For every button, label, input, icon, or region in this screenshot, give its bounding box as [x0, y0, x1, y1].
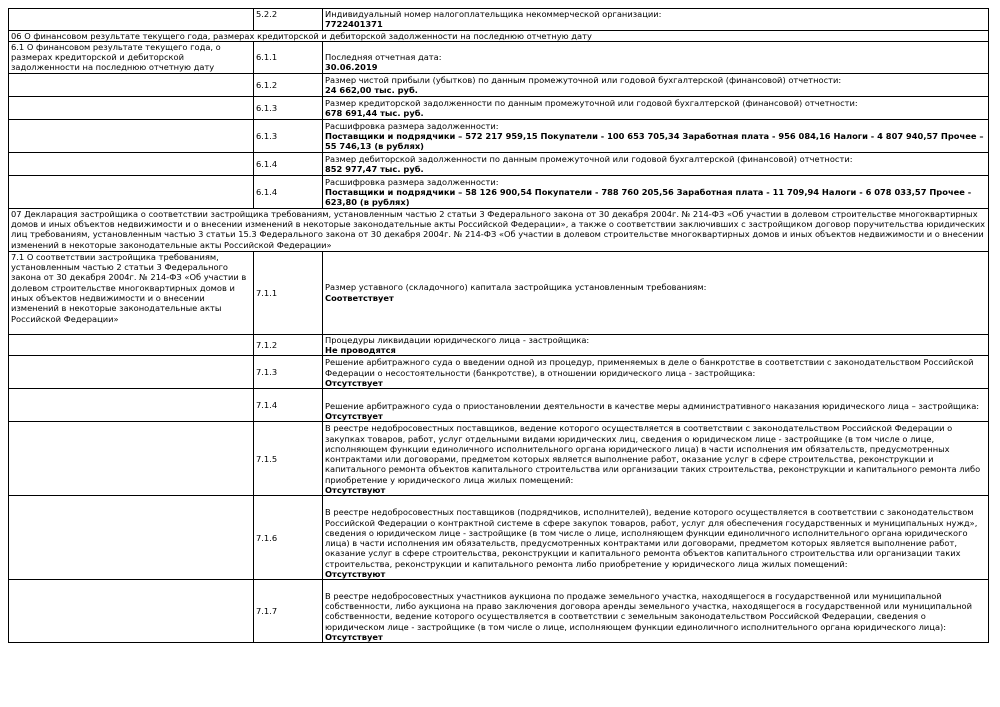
row-label: В реестре недобросовестных участников аукциона по продаже земельного участка, находящегося в государственной или муниципальной собственности, либо аукциона на право заключения договора аренды земельного участка, находящегося в государственной или муниципальной собственности, ведение которого осуществляется в соответствии с земельным законодательством Российской Федерации, сведения о юридическом лице - застройщике (в том числе о лице, исполняющем функции единоличного исполнительного органа юридического лица):: [325, 590, 972, 632]
row-label: Процедуры ликвидации юридического лица - застройщика:: [325, 334, 590, 345]
row-number: 7.1.1: [254, 251, 323, 334]
row-number: 7.1.4: [254, 389, 323, 422]
row-label: Индивидуальный номер налогоплательщика некоммерческой организации:: [325, 9, 662, 19]
row-number: 6.1.4: [254, 175, 323, 208]
section-07-title: 07 Декларация застройщика о соответствии застройщика требованиям, установленным частью 2 статьи 3 Федерального закона от 30 декабря 2004г. № 214-ФЗ «Об участии в долевом строительстве многоквартирных домов и иных объектов недвижимости и о внесении изменений в некоторые законодательные акты Российской Федерации», а также о соответствии заключивших с застройщиком договор поручительства юридических лиц требованиям, установленным частью 3 статьи 15.3 Федерального закона от 30 декабря 2004г. № 214-ФЗ «Об участии в долевом строительстве многоквартирных домов и иных объектов недвижимости и о внесении изменений в некоторые законодательные акты Российской Федерации»: [9, 208, 989, 251]
section-header: [9, 30, 989, 41]
row-value: Поставщики и подрядчики – 58 126 900,54 Покупатели - 788 760 205,56 Заработная плата - 11 709,94 Налоги - 6 078 033,57 Прочее - 623,80 (в рублях): [325, 187, 972, 208]
row-label: Размер уставного (складочного) капитала застройщика установленным требованиям:: [325, 282, 707, 293]
row-value: Не проводятся: [325, 345, 396, 356]
row-number: 7.1.6: [254, 496, 323, 580]
table-row: [9, 175, 989, 208]
table-row: [9, 41, 989, 73]
row-number: 7.1.7: [254, 580, 323, 643]
group-6-1-label: 6.1 О финансовом результате текущего года, о размерах кредиторской и дебиторской задолженности на последнюю отчетную дату: [9, 41, 254, 73]
table-row: [9, 9, 989, 31]
row-number: 6.1.3: [254, 119, 323, 152]
row-value: Отсутствует: [325, 632, 383, 643]
row-value: Отсутствует: [325, 411, 383, 422]
row-label: Решение арбитражного суда о введении одной из процедур, применяемых в деле о банкротстве в соответствии с законодательством Российской Федерации о несостоятельности (банкротстве), в отношении юридического лица - застройщика:: [325, 357, 974, 378]
row-value: 852 977,47 тыс. руб.: [325, 164, 424, 175]
row-value: Отсутствуют: [325, 485, 386, 496]
row-label: Расшифровка размера задолженности:: [325, 176, 499, 187]
row-number: 7.1.5: [254, 422, 323, 496]
row-number: 7.1.3: [254, 356, 323, 389]
row-label: Размер чистой прибыли (убытков) по данным промежуточной или годовой бухгалтерской (финансовой) отчетности:: [325, 75, 842, 86]
row-label: Расшифровка размера задолженности:: [325, 120, 499, 131]
table-row: [9, 580, 989, 643]
table-row: [9, 152, 989, 175]
row-label: В реестре недобросовестных поставщиков, ведение которого осуществляется в соответствии с законодательством Российской Федерации о закупках товаров, работ, услуг отдельными видами юридических лиц, сведения о юридическом лице - застройщике (в том числе о лице, исполняющем функции единоличного исполнительного органа юридического лица) в части исполнения им обязательств, предусмотренных контрактами или договорами, предметом которых является выполнение работ, оказание услуг в сфере строительства, реконструкции и капитального ремонта объектов капитального строительства или организации таких строительства, реконструкции и капитального ремонта либо приобретение у юридического лица жилых помещений:: [325, 423, 981, 485]
row-value: Поставщики и подрядчики – 572 217 959,15 Покупатели - 100 653 705,34 Заработная плата - 956 084,16 Налоги - 4 807 940,57 Прочее – 55 746,13 (в рублях): [325, 131, 984, 152]
row-label: Решение арбитражного суда о приостановлении деятельности в качестве меры административного наказания юридического лица – застройщика:: [325, 400, 980, 411]
row-number: 5.2.2: [254, 9, 323, 31]
table-row: [9, 119, 989, 152]
table-row: [9, 96, 989, 119]
row-number: 6.1.3: [254, 96, 323, 119]
table-row: [9, 422, 989, 496]
row-value: 30.06.2019: [325, 62, 378, 73]
table-row: [9, 251, 989, 334]
row-value: 678 691,44 тыс. руб.: [325, 108, 424, 119]
row-number: 6.1.1: [254, 41, 323, 73]
table-row: [9, 496, 989, 580]
table-row: [9, 334, 989, 356]
declaration-table: [8, 8, 989, 643]
table-row: [9, 389, 989, 422]
section-06-title: 06 О финансовом результате текущего года, размерах кредиторской и дебиторской задолженности на последнюю отчетную дату: [9, 30, 989, 41]
row-value: 24 662,00 тыс. руб.: [325, 85, 418, 96]
row-value: 7722401371: [325, 19, 383, 30]
row-label: Последняя отчетная дата:: [325, 52, 442, 63]
section-header: [9, 208, 989, 251]
row-value: Отсутствует: [325, 378, 383, 389]
row-label: Размер кредиторской задолженности по данным промежуточной или годовой бухгалтерской (финансовой) отчетности:: [325, 98, 858, 109]
row-label: В реестре недобросовестных поставщиков (подрядчиков, исполнителей), ведение которого осуществляется в соответствии с законодательством Российской Федерации о контрактной системе в сфере закупок товаров, работ, услуг для обеспечения государственных и муниципальных нужд», сведения о юридическом лице - застройщике (в том числе о лице, исполняющем функции единоличного исполнительного органа юридического лица) в части исполнения им обязательств, предусмотренных контрактами или договорами, предметом которых является выполнение работ, оказание услуг в сфере строительства, реконструкции и капитального ремонта объектов капитального строительства или организации таких строительства, реконструкции и капитального ремонта либо приобретение у юридического лица жилых помещений:: [325, 507, 978, 569]
table-row: [9, 73, 989, 96]
group-7-1-label: 7.1 О соответствии застройщика требованиям, установленным частью 2 статьи 3 Федерального закона от 30 декабря 2004г. № 214-ФЗ «Об участии в долевом строительстве многоквартирных домов и иных объектов недвижимости и о внесении изменений в некоторые законодательные акты Российской Федерации»: [9, 251, 254, 334]
row-number: 6.1.4: [254, 152, 323, 175]
row-value: Отсутствуют: [325, 569, 386, 580]
row-number: 6.1.2: [254, 73, 323, 96]
row-number: 7.1.2: [254, 334, 323, 356]
table-row: [9, 356, 989, 389]
row-label: Размер дебиторской задолженности по данным промежуточной или годовой бухгалтерской (финансовой) отчетности:: [325, 154, 853, 165]
row-value: Соответствует: [325, 292, 394, 303]
